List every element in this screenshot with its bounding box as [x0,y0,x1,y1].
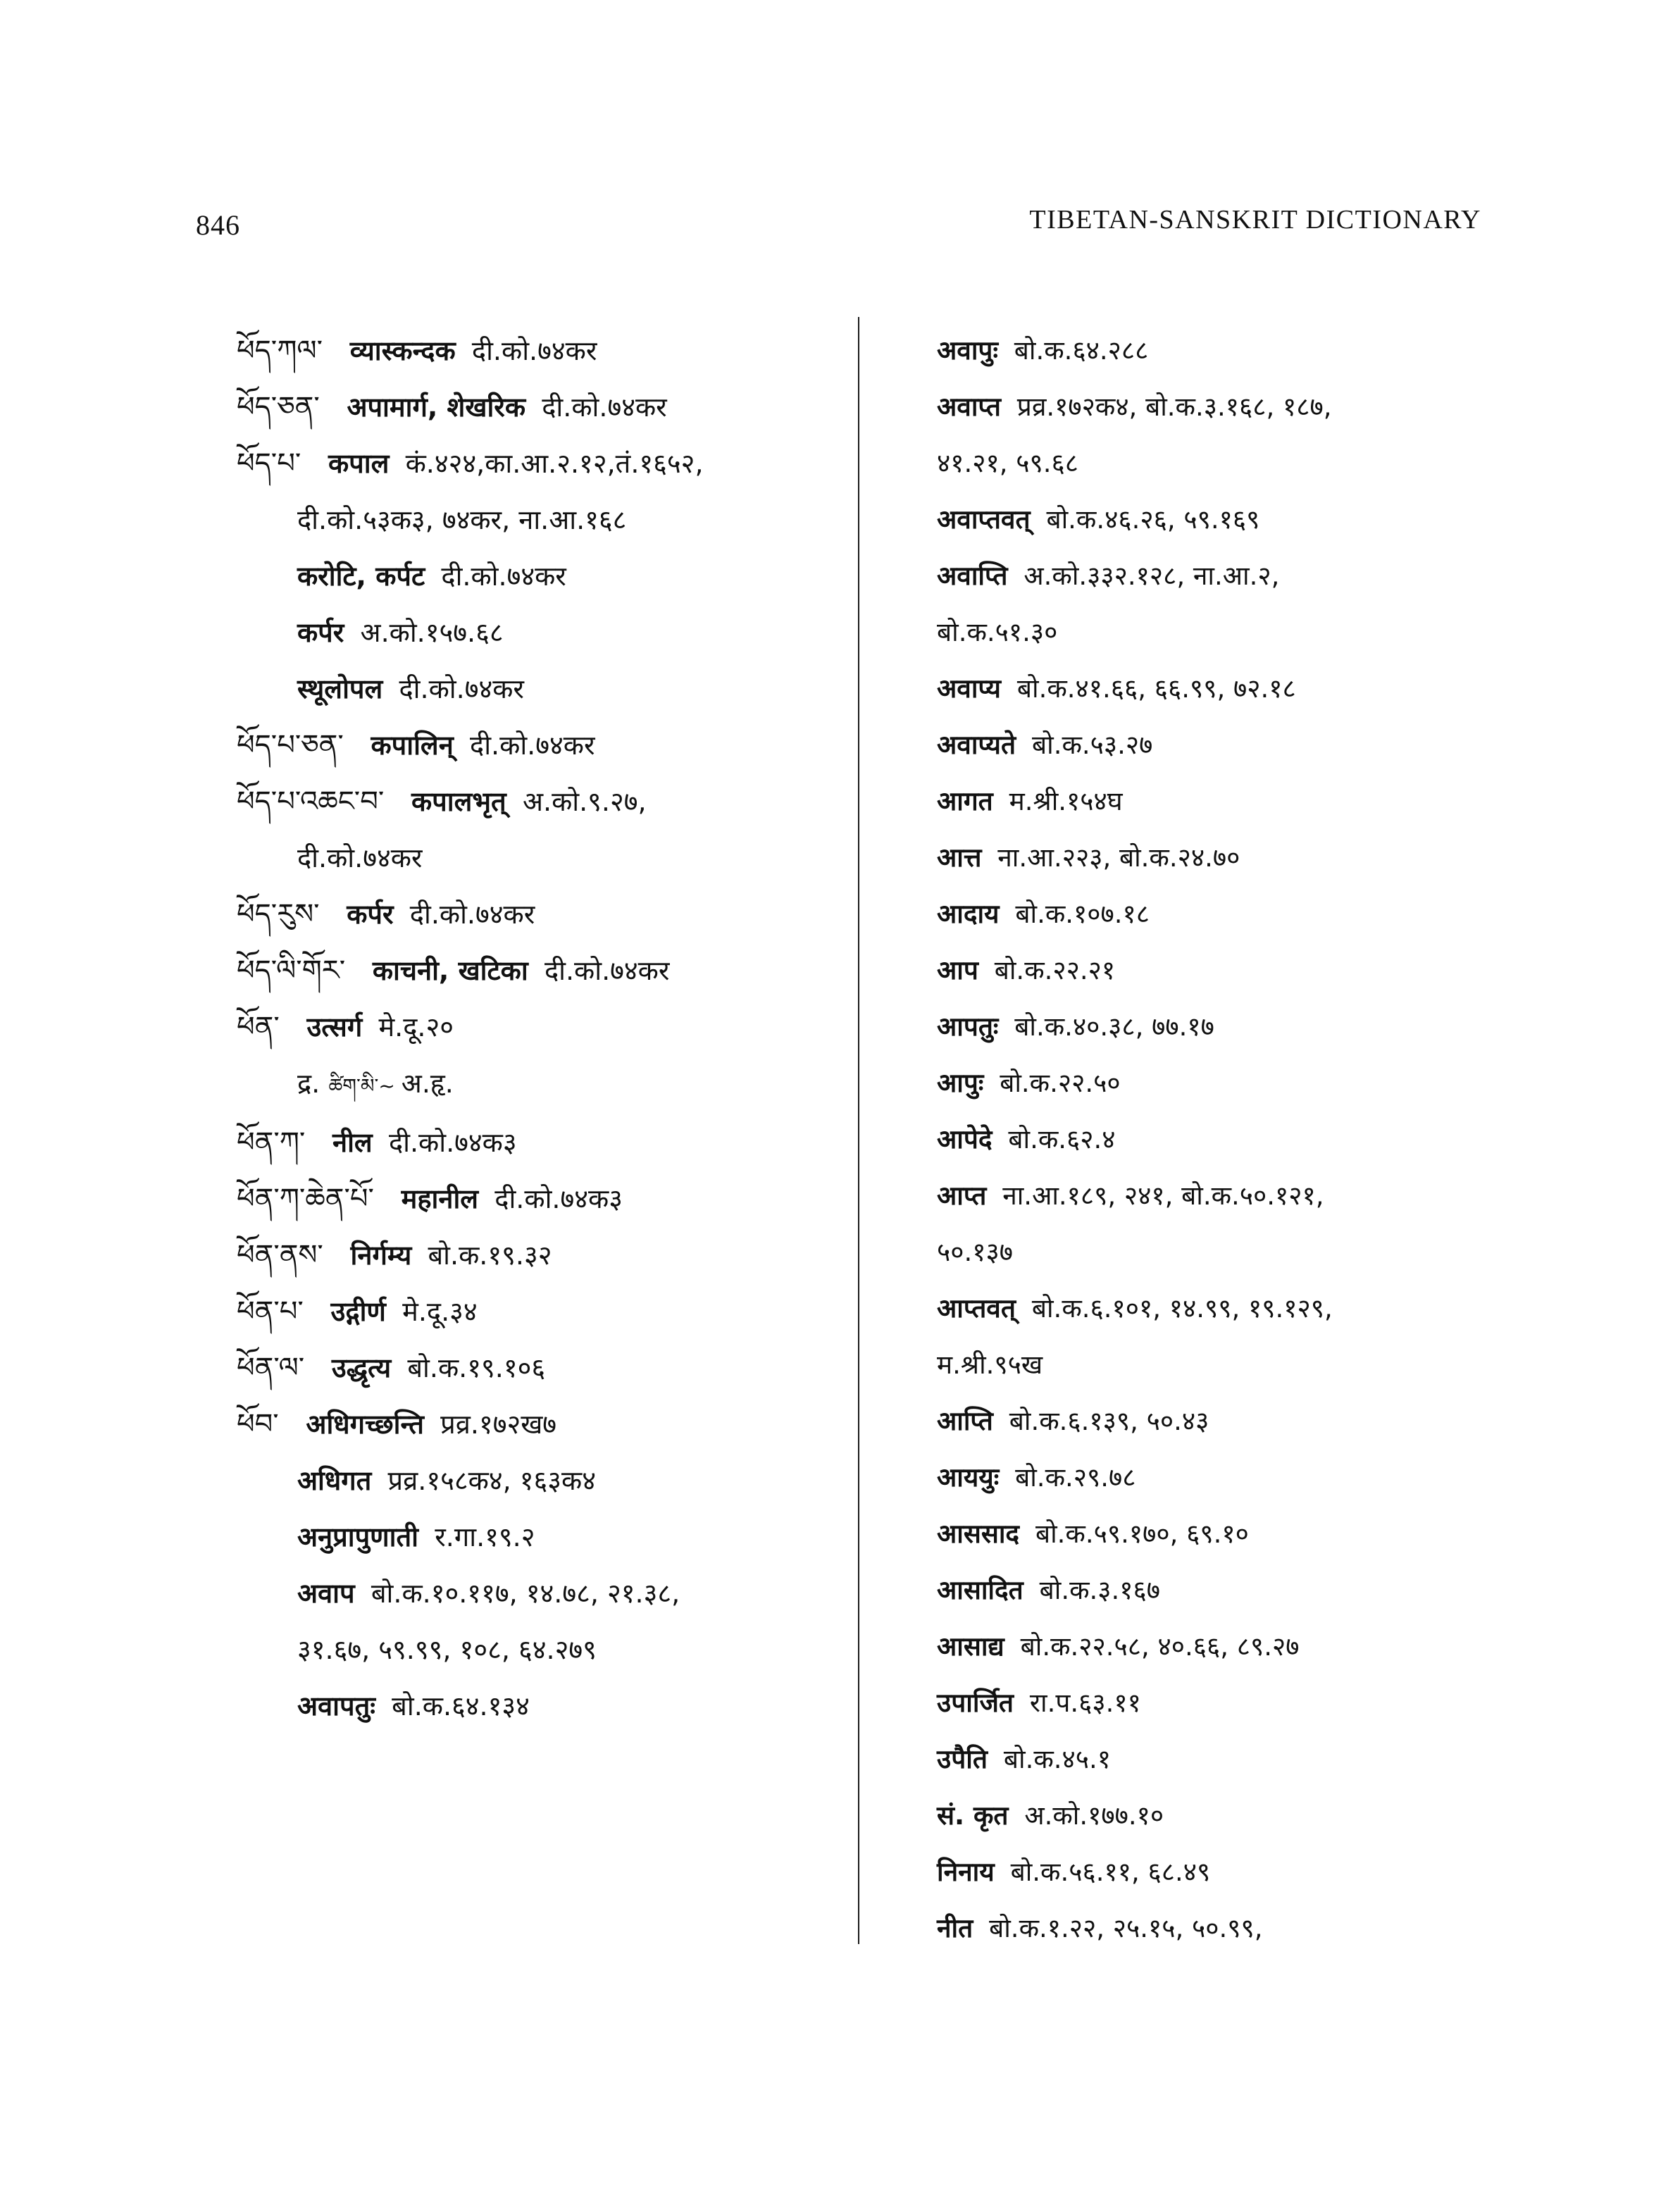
dictionary-entry [937,492,1500,548]
dictionary-entry [937,1675,1500,1731]
source-reference: दी.को.७४कर [399,673,524,704]
tibetan-inline: ཚིག་མི་~ [328,1074,402,1097]
dictionary-entry [237,1114,842,1171]
dictionary-entry [237,1340,842,1396]
source-reference: बो.क.४६.२६, ५९.१६९ [1046,504,1260,535]
dictionary-entry [237,1678,842,1734]
sanskrit-equivalent: उद्धृत्य [331,1352,401,1383]
source-reference: बो.क.३.१६७ [1039,1575,1160,1605]
source-reference: प्रव्र.१५८क४, १६३क४ [387,1465,596,1496]
sanskrit-equivalent: नील [332,1127,382,1158]
running-head: TIBETAN-SANSKRIT DICTIONARY [1029,205,1481,235]
source-reference: अ.को.१५७.६८ [360,617,504,648]
dictionary-entry [937,1224,1500,1281]
sanskrit-equivalent: अवाप्यते [937,730,1025,760]
dictionary-entry [237,886,842,942]
dictionary-entry [237,604,842,661]
source-reference: बो.क.५९.१७०, ६९.१० [1035,1519,1249,1549]
source-reference: रा.प.६३.११ [1029,1688,1141,1718]
sanskrit-equivalent: आपुः [937,1068,993,1098]
dictionary-entry [937,1450,1500,1506]
source-reference: मे.दू.३४ [402,1296,478,1327]
source-reference: बो.क.२२.२१ [994,955,1116,985]
dictionary-entry [237,999,842,1055]
dictionary-entry [937,379,1500,435]
dictionary-entry [937,1281,1500,1337]
sanskrit-equivalent: अवापतुः [297,1691,385,1722]
source-reference: प्रव्र.१७२ख७ [440,1409,557,1440]
dictionary-entry [937,1731,1500,1788]
dictionary-entry [937,1562,1500,1619]
tibetan-headword: ཕོད་པ་འཆང་བ་ [237,785,393,818]
dictionary-entry [237,435,842,492]
sanskrit-equivalent: अवाप [297,1578,364,1609]
dictionary-entry [237,379,842,435]
tibetan-headword: ཕོད་ལི་གོར་ [237,954,354,987]
source-reference: बो.क.५६.११, ६८.४९ [1010,1857,1211,1887]
source-reference: दी.को.७४कर [544,955,670,986]
sanskrit-equivalent: सं. कृत [937,1800,1018,1831]
source-reference: बो.क.४५.१ [1003,1744,1111,1774]
sanskrit-equivalent: उपार्जित [937,1688,1023,1718]
dictionary-entry [937,886,1500,942]
source-reference: बो.क.५१.३० [937,617,1058,647]
source-reference: म.श्री.१५४घ [1009,786,1123,816]
sanskrit-equivalent: कपालभृत् [411,786,516,817]
dictionary-entry [937,1393,1500,1450]
dictionary-entry [237,1509,842,1565]
sanskrit-equivalent: आप्त [937,1181,996,1211]
sanskrit-equivalent: कर्पर [347,899,403,930]
tibetan-headword: ཕོན་ཀ་ཆེན་པོ་ [237,1183,383,1215]
sanskrit-equivalent: निनाय [937,1857,1004,1887]
left-column [237,323,842,1734]
tibetan-headword: ཕོན་པ་ [237,1295,313,1328]
sanskrit-equivalent: आययुः [937,1462,1009,1493]
dictionary-entry [237,830,842,886]
source-reference: दी.को.७४क३ [494,1183,623,1214]
sanskrit-equivalent: करोटि, कर्पट [297,561,435,592]
source-reference: बो.क.४१.६६, ६६.९९, ७२.१८ [1016,673,1296,704]
source-reference: बो.क.१९.१०६ [407,1352,546,1383]
source-reference: दी.को.७४कर [409,899,535,930]
sanskrit-equivalent: व्यास्कन्दक [349,335,465,366]
tibetan-headword: ཕོན་ནས་ [237,1239,332,1271]
dictionary-entry [237,1565,842,1621]
sanskrit-equivalent: आससाद [937,1519,1028,1549]
source-reference: दी.को.७४कर [441,561,566,592]
tibetan-headword: ཕོན་ལ་ [237,1352,313,1384]
source-reference: दी.को.७४कर [470,730,595,761]
dictionary-entry [237,661,842,717]
source-reference: कं.४२४,का.आ.२.१२,तं.१६५२, [405,448,704,479]
sanskrit-equivalent: आपेदे [937,1124,1002,1154]
dictionary-entry [237,323,842,379]
source-reference: ३१.६७, ५९.९९, १०८, ६४.२७९ [297,1634,597,1665]
dictionary-entry [937,717,1500,773]
sanskrit-equivalent: अपामार्ग, शेखरिक [347,392,535,423]
source-reference: बो.क.४०.३८, ७७.१७ [1014,1011,1214,1042]
sanskrit-equivalent: कर्पर [297,617,354,648]
dictionary-entry [937,661,1500,717]
sanskrit-equivalent: अनुप्रापुणाती [297,1521,428,1552]
source-reference: बो.क.२९.७८ [1015,1462,1136,1493]
right-column [937,323,1500,1957]
source-reference: बो.क.१०.११७, १४.७८, २१.३८, [371,1578,680,1609]
source-reference: ५०.१३७ [937,1237,1013,1267]
dictionary-entry [237,1396,842,1452]
tibetan-headword: ཕོབ་ [237,1408,288,1440]
dictionary-entry [237,492,842,548]
source-reference: दी.को.७४क३ [388,1127,517,1158]
dictionary-entry [937,1337,1500,1393]
dictionary-entry [937,323,1500,379]
dictionary-entry [937,435,1500,492]
sanskrit-equivalent: अवाप्त [937,392,1010,422]
dictionary-entry [237,1227,842,1283]
tibetan-headword: ཕོན་ཀ་ [237,1126,314,1159]
dictionary-entry [937,1900,1500,1957]
sanskrit-equivalent: अवापुः [937,335,1007,366]
dictionary-entry [237,1283,842,1340]
tibetan-headword: ཕོད་པ་ཅན་ [237,729,353,761]
sanskrit-equivalent: कपाल [328,448,399,479]
source-reference: अ.को.१७७.१० [1024,1800,1164,1831]
dictionary-entry [237,942,842,999]
dictionary-entry [937,1055,1500,1112]
source-reference: ना.आ.२२३, बो.क.२४.७० [997,842,1240,873]
source-reference: बो.क.२२.५० [1000,1068,1121,1098]
source-reference: मे.दू.२० [378,1011,454,1042]
source-reference: बो.क.५३.२७ [1032,730,1153,760]
sanskrit-equivalent: अवाप्तवत् [937,504,1040,535]
source-reference: म.श्री.९५ख [937,1350,1043,1380]
source-reference: र.गा.१९.२ [435,1521,535,1552]
sanskrit-equivalent: उत्सर्ग [306,1011,372,1042]
source-reference: बो.क.६४.२८८ [1014,335,1149,366]
source-reference: बो.क.१९.३२ [428,1240,552,1271]
dictionary-entry [937,1112,1500,1168]
sanskrit-equivalent: स्थूलोपल [297,673,392,704]
dictionary-entry [937,1168,1500,1224]
dictionary-entry [937,548,1500,604]
source-reference: ४१.२१, ५९.६८ [937,448,1078,478]
dictionary-entry [937,1788,1500,1844]
tibetan-headword: ཕོད་ཀལ་ [237,335,332,367]
sanskrit-equivalent: आप्तवत् [937,1293,1025,1324]
sanskrit-equivalent: महानील [401,1183,488,1214]
source-reference: दी.को.७४कर [542,392,667,423]
dictionary-entry [937,999,1500,1055]
sanskrit-equivalent: आप्ति [937,1406,1002,1436]
source-reference: अ.को.३३२.१२८, ना.आ.२, [1023,561,1280,591]
tibetan-headword: ཕོད་ཅན་ [237,391,329,423]
sanskrit-equivalent: आसादित [937,1575,1033,1605]
tibetan-headword: ཕོད་པ་ [237,447,310,480]
sanskrit-equivalent: अधिगत [297,1465,381,1496]
dictionary-entry [237,1452,842,1509]
source-reference: बो.क.६२.४ [1008,1124,1116,1154]
source-reference: बो.क.६.१०१, १४.९९, १९.१२९, [1031,1293,1333,1324]
source-reference: दी.को.५३क३, ७४कर, ना.आ.१६८ [297,504,627,535]
sanskrit-equivalent: अधिगच्छन्ति [306,1409,434,1440]
sanskrit-equivalent: अवाप्य [937,673,1010,704]
sanskrit-equivalent: आदाय [937,899,1009,929]
dictionary-entry [937,1506,1500,1562]
sanskrit-equivalent: काचनी, खटिका [372,955,537,986]
dictionary-entry [937,604,1500,661]
source-reference: अ.हृ. [401,1068,454,1099]
dictionary-entry [237,1055,842,1114]
dictionary-entry [237,1621,842,1678]
sanskrit-equivalent: कपालिन् [371,730,463,761]
dictionary-entry [937,942,1500,999]
tibetan-headword: ཕོད་རུས་ [237,898,329,930]
dictionary-entry [937,773,1500,830]
source-reference: दी.को.७४कर [471,335,597,366]
source-reference: बो.क.१०७.१८ [1015,899,1150,929]
dictionary-entry [237,773,842,830]
dictionary-entry [937,1844,1500,1900]
dictionary-entry [937,830,1500,886]
source-reference: अ.को.९.२७, [522,786,647,817]
source-reference: प्रव्र.१७२क४, बो.क.३.१६८, १८७, [1016,392,1332,422]
sanskrit-equivalent: निर्गम्य [350,1240,421,1271]
source-reference: बो.क.१.२२, २५.१५, ५०.९९, [989,1913,1263,1943]
source-reference: ना.आ.१८९, २४१, बो.क.५०.१२१, [1002,1181,1324,1211]
column-divider [858,317,859,1944]
sanskrit-equivalent: आप [937,955,988,985]
dictionary-entry [237,548,842,604]
sanskrit-equivalent: आपतुः [937,1011,1008,1042]
sanskrit-equivalent: आसाद्य [937,1631,1014,1662]
source-reference: दी.को.७४कर [297,842,423,873]
sanskrit-equivalent: आत्त [937,842,991,873]
page-number: 846 [196,209,240,241]
dictionary-entry [237,717,842,773]
source-reference: बो.क.२२.५८, ४०.६६, ८९.२७ [1020,1631,1300,1662]
dictionary-entry [937,1619,1500,1675]
source-reference: बो.क.६.१३९, ५०.४३ [1009,1406,1209,1436]
tibetan-headword: ཕོན་ [237,1011,289,1043]
dictionary-entry [237,1171,842,1227]
sanskrit-equivalent: उपैति [937,1744,997,1774]
sanskrit-equivalent: आगत [937,786,1002,816]
sanskrit-equivalent: उद्गीर्ण [330,1296,396,1327]
source-reference: द्र. [297,1068,329,1099]
sanskrit-equivalent: नीत [937,1913,983,1943]
source-reference: बो.क.६४.१३४ [392,1691,530,1722]
sanskrit-equivalent: अवाप्ति [937,561,1017,591]
